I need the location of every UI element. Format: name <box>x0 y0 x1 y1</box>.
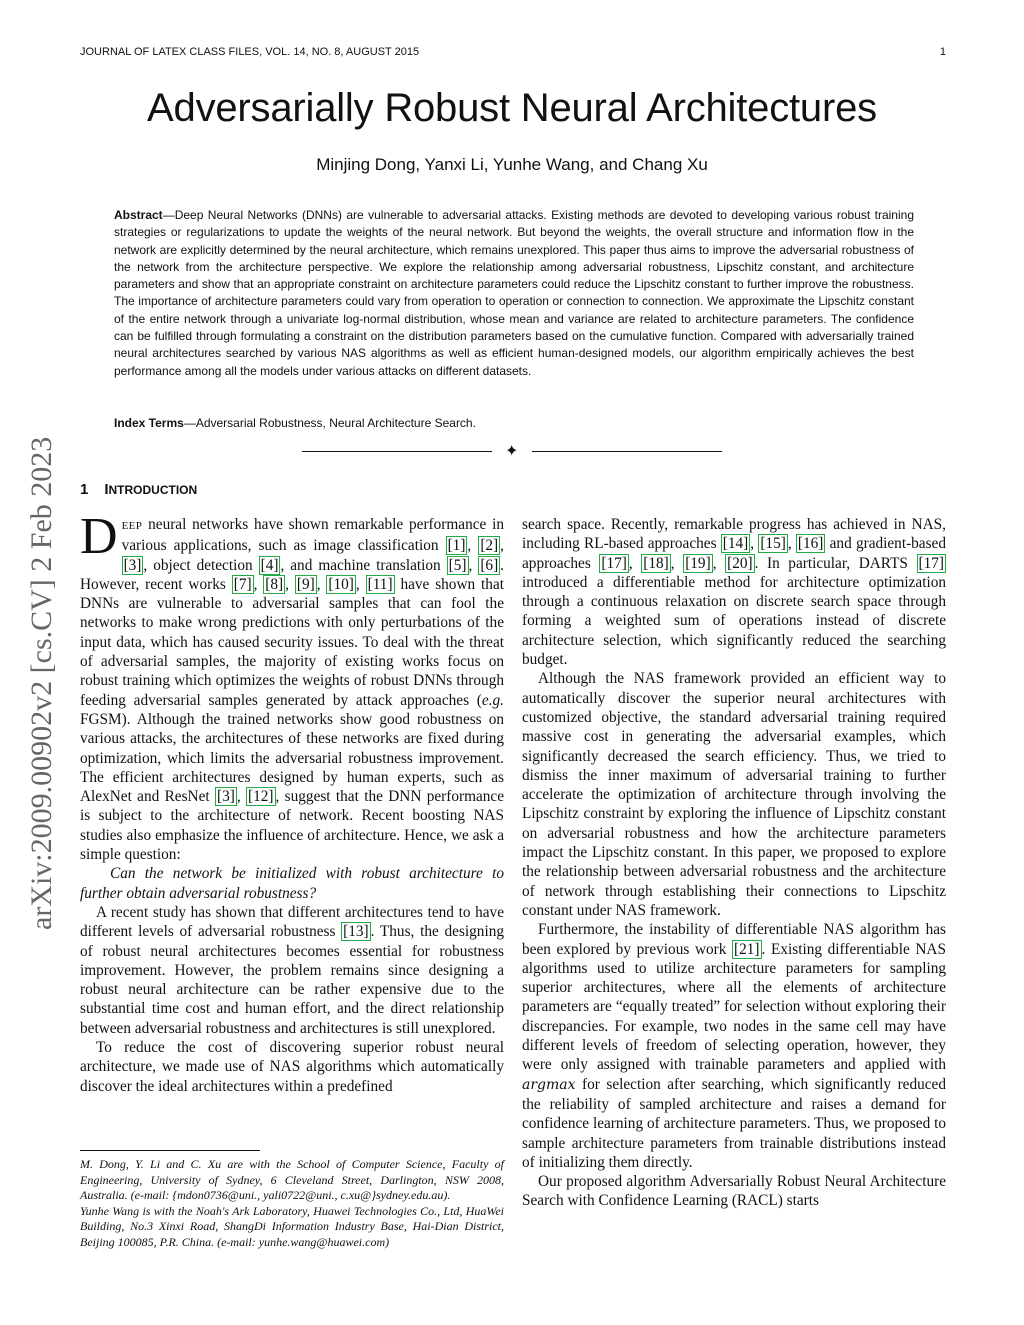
research-question: Can the network be initialized with robust architecture to further obtain adversarial robustness? <box>80 865 504 902</box>
text-run: A recent study has shown that different architectures tend to have different levels of adversarial robustness <box>80 903 504 941</box>
citation-link[interactable]: [14] <box>722 535 749 553</box>
section-title-initial: I <box>104 481 109 498</box>
text-run: Furthermore, the instability of differentiable NAS algorithm has been explored by previous work <box>522 921 946 958</box>
text-run: , <box>355 575 366 593</box>
citation-link[interactable]: [1] <box>447 537 466 555</box>
citation-link[interactable]: [17] <box>601 554 627 572</box>
separator-diamond-icon: ✦ <box>505 443 519 460</box>
separator-line-left <box>302 451 492 452</box>
citation-link[interactable]: [10] <box>328 575 354 593</box>
citation-link[interactable]: [16] <box>797 535 824 553</box>
text-run-italic: e.g. <box>481 691 504 709</box>
citation-link[interactable]: [3] <box>123 556 142 574</box>
section-title-rest: NTRODUCTION <box>108 483 198 497</box>
math-argmax: argmax <box>522 1076 576 1093</box>
text-run: . However, recent works <box>80 556 504 593</box>
text-run: , and machine translation <box>280 556 447 574</box>
text-run: , <box>236 788 246 806</box>
paper-authors: Minjing Dong, Yanxi Li, Yunhe Wang, and Chang Xu <box>316 155 708 174</box>
citation-link[interactable]: [18] <box>643 554 669 572</box>
separator-line-right <box>532 451 722 452</box>
citation-link[interactable]: [8] <box>265 575 284 593</box>
citation-link[interactable]: [2] <box>480 537 499 555</box>
intro-paragraph-1 <box>80 508 504 864</box>
paper-title: Adversarially Robust Neural Architectures <box>147 86 877 130</box>
text-run: . In particular, DARTS <box>754 554 917 572</box>
citation-link[interactable]: [21] <box>734 940 760 958</box>
intro-paragraph-4 <box>522 515 946 669</box>
text-run: FGSM). Although the trained networks show good robustness on various attacks, the architectures of these networks are fixed during optimization, which limits the adversarial robustness improvement. The efficient architectures designed by human experts, such as AlexNet and ResNet <box>80 710 504 806</box>
page-number: 1 <box>939 46 946 58</box>
footnote-affiliation-2: Yunhe Wang is with the Noah's Ark Laboratory, Huawei Technologies Co., Ltd, HuaWei Building, No.3 Xinxi Road, ShangDi Information Industry Base, Hai-Dian District, Beijing 100085, P.R. China. (e-mail: yunhe.wang@huawei.com) <box>80 1203 504 1249</box>
footnote <box>80 1157 504 1251</box>
abstract-text: —Deep Neural Networks (DNNs) are vulnerable to adversarial attacks. Existing methods are devoted to developing various robust training strategies or regularizations to update the weights of the neural network. But beyond the weights, the overall structure and information flow in the network are explicitly determined by the neural architecture, which remains unexplored. This paper thus aims to improve the adversarial robustness of the network from the architecture perspective. We explore the relationship among adversarial robustness, Lipschitz constant, and architecture parameters and show that an appropriate constraint on architecture parameters could reduce the Lipschitz constant to further improve the robustness. The importance of architecture parameters could vary from operation to operation or connection to connection. We approximate the Lipschitz constant of the entire network through a univariate log-normal distribution, whose mean and variance are related to architecture parameters. The confidence can be fulfilled through formulating a constraint on the distribution parameters based on the cumulative function. Compared with adversarially trained neural architectures searched by various NAS algorithms as well as efficient human-designed models, our algorithm empirically achieves the best performance among all the models under various attacks on different datasets. <box>114 208 914 378</box>
arxiv-stamp: arXiv:2009.00902v2 [cs.CV] 2 Feb 2023 <box>25 436 58 930</box>
text-run: , <box>316 575 327 593</box>
intro-paragraph-6 <box>522 920 946 1172</box>
abstract-label: Abstract <box>114 208 163 222</box>
text-run: , <box>750 535 759 553</box>
text-run: for selection after searching, which significantly reduced the reliability of sampled architecture and raises a demand for confidence learning of architecture parameters. Thus, we proposed to sample architecture parameters from trainable distributions instead of initializing them directly. <box>522 1075 946 1171</box>
section-heading <box>80 481 197 498</box>
text-run: , <box>670 554 684 572</box>
citation-link[interactable]: [3] <box>216 788 235 806</box>
footnote-rule <box>80 1150 260 1151</box>
text-run: , <box>500 537 504 555</box>
text-run: . Thus, the designing of robust neural architectures becomes essential for robustness improvement. However, the problem remains since designing a robust neural architecture can be rather expensive due to the substantial time cost and human effort, and the direct relationship between adversarial robustness and architectures is still unexplored. <box>80 923 504 1037</box>
text-run: neural networks have shown remarkable performance in various applications, such as image classification <box>121 516 504 555</box>
text-run: , <box>787 535 796 553</box>
citation-link[interactable]: [20] <box>727 554 753 572</box>
text-run: , <box>467 537 479 555</box>
text-run: and gradient-based approaches <box>522 535 946 572</box>
text-run: . Existing differentiable NAS algorithms used to utilize architecture parameters for sampling superior architectures, where all the elements of architecture parameters are “equally treated” for selection without exploring their discrepancies. For example, two nodes in the same cell may have different levels of freedom of selecting operation, however, they were only assigned with trainable parameters and applied with <box>522 940 946 1074</box>
footnote-affiliation-1: M. Dong, Y. Li and C. Xu are with the School of Computer Science, Faculty of Engineering, University of Sydney, 6 Cleveland Street, Darlington, NSW 2008, Australia. (e-mail: {mdon0736@uni., yali0722@uni., c.xu@}sydney.edu.au). <box>80 1157 504 1203</box>
citation-link[interactable]: [6] <box>480 556 499 574</box>
citation-link[interactable]: [9] <box>296 575 315 593</box>
right-column <box>522 515 946 1211</box>
index-terms-label: Index Terms <box>114 416 184 430</box>
text-run: , object detection <box>143 556 259 574</box>
drop-cap-rest: EEP <box>121 520 143 532</box>
text-run: , suggest that the DNN performance is subject to the architecture of network. Recent boosting NAS studies also emphasize the influence of architecture. Hence, we ask a simple question: <box>80 788 504 864</box>
index-terms <box>114 416 914 430</box>
drop-cap: D <box>80 508 118 565</box>
text-run: search space. Recently, remarkable progress has achieved in NAS, including RL-based approaches <box>522 516 946 553</box>
citation-link[interactable]: [19] <box>685 554 711 572</box>
text-run: , <box>253 575 264 593</box>
citation-link[interactable]: [13] <box>343 923 369 941</box>
citation-link[interactable]: [7] <box>233 575 252 593</box>
section-separator <box>302 443 722 461</box>
citation-link[interactable]: [4] <box>260 556 279 574</box>
intro-paragraph-5: Although the NAS framework provided an efficient way to automatically discover the superior neural architectures with customized objective, the standard adversarial training required massive cost in generating the adversarial examples, which significantly decreased the search efficiency. Thus, we tried to dismiss the inner maximum of adversarial training to further accelerate the optimization of architecture through involving the Lipschitz constraint by exploring the influence of Lipschitz constant on adversarial robustness and how the architecture parameters impact the Lipschitz constant. In this paper, we proposed to explore the relationship between adversarial robustness and the architecture of network through establishing their connections to Lipschitz constant under NAS framework. <box>522 670 946 919</box>
citation-link[interactable]: [17] <box>918 554 944 572</box>
text-run: introduced a differentiable method for architecture optimization through a continuous relaxation on discrete search space through forming a weighted sum of operations instead of discrete architecture selection, which significantly reduced the searching budget. <box>522 573 946 669</box>
citation-link[interactable]: [12] <box>248 788 274 806</box>
abstract <box>114 207 914 380</box>
journal-header: JOURNAL OF LATEX CLASS FILES, VOL. 14, NO. 8, AUGUST 2015 <box>80 46 420 58</box>
text-run: , <box>712 554 726 572</box>
left-column <box>80 508 504 1096</box>
citation-link[interactable]: [11] <box>367 575 393 593</box>
section-number: 1 <box>80 481 89 498</box>
text-run: , <box>468 556 479 574</box>
intro-paragraph-7: Our proposed algorithm Adversarially Robust Neural Architecture Search with Confidence Learning (RACL) starts <box>522 1173 946 1210</box>
text-run: have shown that DNNs are vulnerable to adversarial samples that can fool the networks to make wrong predictions with only perturbations of the input data, which has caused security issues. To deal with the threat of adversarial samples, the majority of existing works focus on robust training which optimizes the weights of robust DNNs through feeding adversarial samples generated by attack approaches ( <box>80 575 504 709</box>
citation-link[interactable]: [15] <box>760 535 786 553</box>
index-terms-text: —Adversarial Robustness, Neural Architecture Search. <box>183 416 476 430</box>
intro-paragraph-2 <box>80 903 504 1038</box>
text-run: , <box>628 554 642 572</box>
text-run: , <box>285 575 295 593</box>
citation-link[interactable]: [5] <box>448 556 467 574</box>
intro-paragraph-3: To reduce the cost of discovering superior robust neural architecture, we made use of NAS algorithms which automatically discover the ideal architectures within a predefined <box>80 1039 504 1095</box>
